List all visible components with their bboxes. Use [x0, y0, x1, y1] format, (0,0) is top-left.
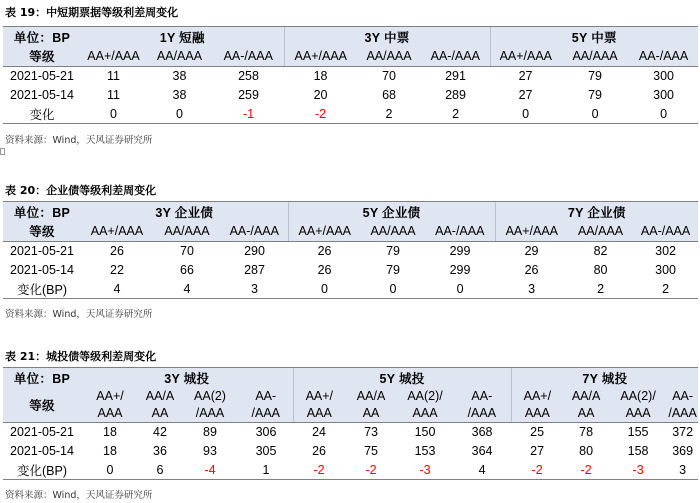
subheader: AA+/	[293, 388, 345, 405]
cell: 369	[672, 444, 694, 458]
table-row-change	[3, 105, 698, 124]
cell: 0	[490, 105, 561, 124]
subheader: /AAA	[453, 405, 511, 423]
cell: 3	[221, 280, 288, 299]
row-label: 2021-05-21	[10, 69, 74, 84]
table-20	[3, 201, 698, 299]
cell: 259	[238, 88, 259, 102]
cell: 6	[139, 461, 181, 480]
row-label: 变化(BP)	[3, 461, 81, 480]
cell: 287	[244, 263, 265, 277]
cell: 70	[382, 69, 396, 84]
cell: 66	[180, 263, 194, 277]
cell: 2	[357, 105, 421, 124]
subheader: AAA	[81, 405, 139, 423]
group-header: 5Y 企业债	[288, 202, 495, 222]
subheader: AA-/AAA	[213, 47, 284, 67]
subheader: AA/AAA	[361, 222, 425, 242]
cell: 27	[518, 69, 533, 84]
cell: -2	[563, 461, 609, 480]
subheader: AA/A	[345, 388, 397, 405]
table-row-change	[3, 280, 698, 299]
cell: 1	[239, 461, 293, 480]
cell: 291	[445, 69, 466, 84]
row-label: 2021-05-21	[10, 425, 74, 440]
cell: 78	[579, 425, 594, 440]
cell: 82	[593, 244, 608, 259]
cell: 4	[81, 280, 153, 299]
cell: 79	[386, 244, 400, 259]
cell: 24	[312, 425, 326, 440]
subheader: AA-/AAA	[221, 222, 288, 242]
corner-unit-label: 单位：BP	[3, 368, 81, 388]
group-header: 3Y 企业债	[81, 202, 288, 222]
cell: 150	[414, 425, 436, 440]
cell: 22	[110, 263, 124, 277]
cell: 0	[146, 105, 213, 124]
cell: 93	[203, 444, 217, 458]
cell: 36	[153, 444, 167, 458]
table-row	[3, 67, 698, 86]
subheader: AA-	[239, 388, 293, 405]
subheader: AA+/AAA	[81, 222, 153, 242]
cell: 372	[672, 425, 694, 440]
cell: 300	[655, 263, 676, 277]
cell: 364	[471, 444, 493, 458]
cell: 3	[667, 461, 698, 480]
cell: 4	[453, 461, 511, 480]
cell: 18	[103, 444, 117, 458]
cell: -2	[511, 461, 563, 480]
subheader: AA(2)/	[609, 388, 667, 405]
cell: 0	[81, 105, 146, 124]
subheader: AA/AAA	[568, 222, 633, 242]
row-label: 2021-05-14	[10, 263, 74, 277]
cell: 0	[561, 105, 629, 124]
row-label: 2021-05-14	[10, 88, 74, 102]
table-row	[3, 86, 698, 105]
table-21	[3, 367, 698, 480]
subheader: AA+/	[81, 388, 139, 405]
subheader: AA-/AAA	[421, 47, 490, 67]
cell: 79	[386, 263, 400, 277]
table-19-source: 资料来源：Wind，天风证券研究所	[5, 135, 153, 146]
cell: 26	[317, 244, 332, 259]
cell: 0	[288, 280, 361, 299]
cell: 11	[107, 88, 120, 102]
row-label: 变化(BP)	[3, 280, 81, 299]
corner-grade-label: 等级	[3, 388, 81, 423]
subheader: AA/A	[139, 388, 181, 405]
table-row	[3, 442, 698, 461]
cell: 306	[255, 425, 277, 440]
subheader: AA	[563, 405, 609, 423]
table-19	[3, 26, 698, 124]
cell: 73	[364, 425, 378, 440]
subheader: AA(2)/	[397, 388, 453, 405]
cell: 27	[530, 444, 545, 458]
cell: 289	[445, 88, 466, 102]
cell: 299	[449, 263, 471, 277]
table-row	[3, 423, 698, 442]
table-row-change	[3, 461, 698, 480]
subheader: AA	[139, 405, 181, 423]
subheader: AAA	[609, 405, 667, 423]
cell: 68	[382, 88, 396, 102]
corner-unit-label: 单位：BP	[3, 202, 81, 222]
subheader: AA/AAA	[561, 47, 629, 67]
cell: 300	[653, 88, 674, 102]
table-21-caption: 表 21：城投债等级利差周变化	[5, 350, 157, 363]
cell: -4	[181, 461, 239, 480]
subheader: AA(2)	[181, 388, 239, 405]
cell: 80	[593, 263, 608, 277]
cell: 0	[629, 105, 698, 124]
cell: 302	[655, 244, 676, 259]
table-row	[3, 261, 698, 280]
cell: 26	[524, 263, 539, 277]
cell: 79	[588, 88, 602, 102]
cell: 11	[107, 69, 120, 84]
subheader: AA/A	[563, 388, 609, 405]
cell: 155	[627, 425, 649, 440]
cell: 89	[203, 425, 217, 440]
cell: 0	[425, 280, 495, 299]
subheader: /AAA	[667, 405, 698, 423]
cell: 4	[153, 280, 221, 299]
subheader: AA	[345, 405, 397, 423]
cell: 299	[449, 244, 471, 259]
subheader: AA-	[667, 388, 698, 405]
subheader: AAA	[397, 405, 453, 423]
subheader: AA-	[453, 388, 511, 405]
cell: 2	[568, 280, 633, 299]
subheader: AA-/AAA	[629, 47, 698, 67]
row-label: 变化	[3, 105, 81, 124]
subheader: AA-/AAA	[425, 222, 495, 242]
cell: -2	[293, 461, 345, 480]
table-21-source: 资料来源：Wind，天风证券研究所	[5, 490, 153, 501]
cell: 26	[110, 244, 124, 259]
subheader: AA+/AAA	[490, 47, 561, 67]
subheader: AA-/AAA	[633, 222, 698, 242]
cell: 38	[172, 69, 187, 84]
cell: 305	[255, 444, 277, 458]
subheader: AA/AAA	[357, 47, 421, 67]
group-header: 7Y 城投	[511, 368, 698, 388]
group-header: 1Y 短融	[81, 27, 284, 47]
cell: 80	[579, 444, 594, 458]
cell: -3	[397, 461, 453, 480]
subheader: AA+/AAA	[284, 47, 357, 67]
subheader: AA/AAA	[153, 222, 221, 242]
corner-unit-label: 单位：BP	[3, 27, 81, 47]
cell: 26	[312, 444, 326, 458]
cell: 300	[653, 69, 674, 84]
table-20-source: 资料来源：Wind，天风证券研究所	[5, 309, 153, 320]
subheader: /AAA	[239, 405, 293, 423]
table-20-caption: 表 20：企业债等级利差周变化	[5, 184, 157, 197]
cell: -2	[284, 105, 357, 124]
cell: 158	[627, 444, 649, 458]
subheader: AA/AAA	[146, 47, 213, 67]
row-label: 2021-05-14	[10, 444, 74, 458]
corner-grade-label: 等级	[3, 222, 81, 242]
cell: 25	[530, 425, 545, 440]
cell: 0	[81, 461, 139, 480]
cell: 20	[313, 88, 328, 102]
cell: 290	[244, 244, 265, 259]
subheader: AAA	[511, 405, 563, 423]
cell: 2	[633, 280, 698, 299]
cell: 258	[238, 69, 259, 84]
cell: 3	[495, 280, 568, 299]
group-header: 7Y 企业债	[495, 202, 698, 222]
table-row	[3, 242, 698, 261]
cell: 38	[172, 88, 187, 102]
table-19-caption: 表 19：中短期票据等级利差周变化	[5, 6, 179, 19]
paragraph-marker	[0, 148, 5, 155]
cell: 75	[364, 444, 378, 458]
subheader: AA+/AAA	[288, 222, 361, 242]
subheader: AA+/AAA	[81, 47, 146, 67]
group-header: 5Y 城投	[293, 368, 511, 388]
cell: 29	[524, 244, 539, 259]
cell: -2	[345, 461, 397, 480]
cell: 18	[103, 425, 117, 440]
cell: -3	[609, 461, 667, 480]
cell: 153	[414, 444, 436, 458]
group-header: 3Y 中票	[284, 27, 490, 47]
subheader: /AAA	[181, 405, 239, 423]
subheader: AA+/AAA	[495, 222, 568, 242]
corner-grade-label: 等级	[3, 47, 81, 67]
cell: 368	[471, 425, 493, 440]
subheader: AA+/	[511, 388, 563, 405]
cell: 70	[180, 244, 194, 259]
cell: 18	[313, 69, 328, 84]
cell: 79	[588, 69, 602, 84]
cell: 42	[153, 425, 167, 440]
cell: 27	[518, 88, 533, 102]
group-header: 5Y 中票	[490, 27, 698, 47]
cell: -1	[213, 105, 284, 124]
cell: 2	[421, 105, 490, 124]
group-header: 3Y 城投	[81, 368, 293, 388]
subheader: AAA	[293, 405, 345, 423]
cell: 26	[317, 263, 332, 277]
cell: 0	[361, 280, 425, 299]
row-label: 2021-05-21	[10, 244, 74, 259]
